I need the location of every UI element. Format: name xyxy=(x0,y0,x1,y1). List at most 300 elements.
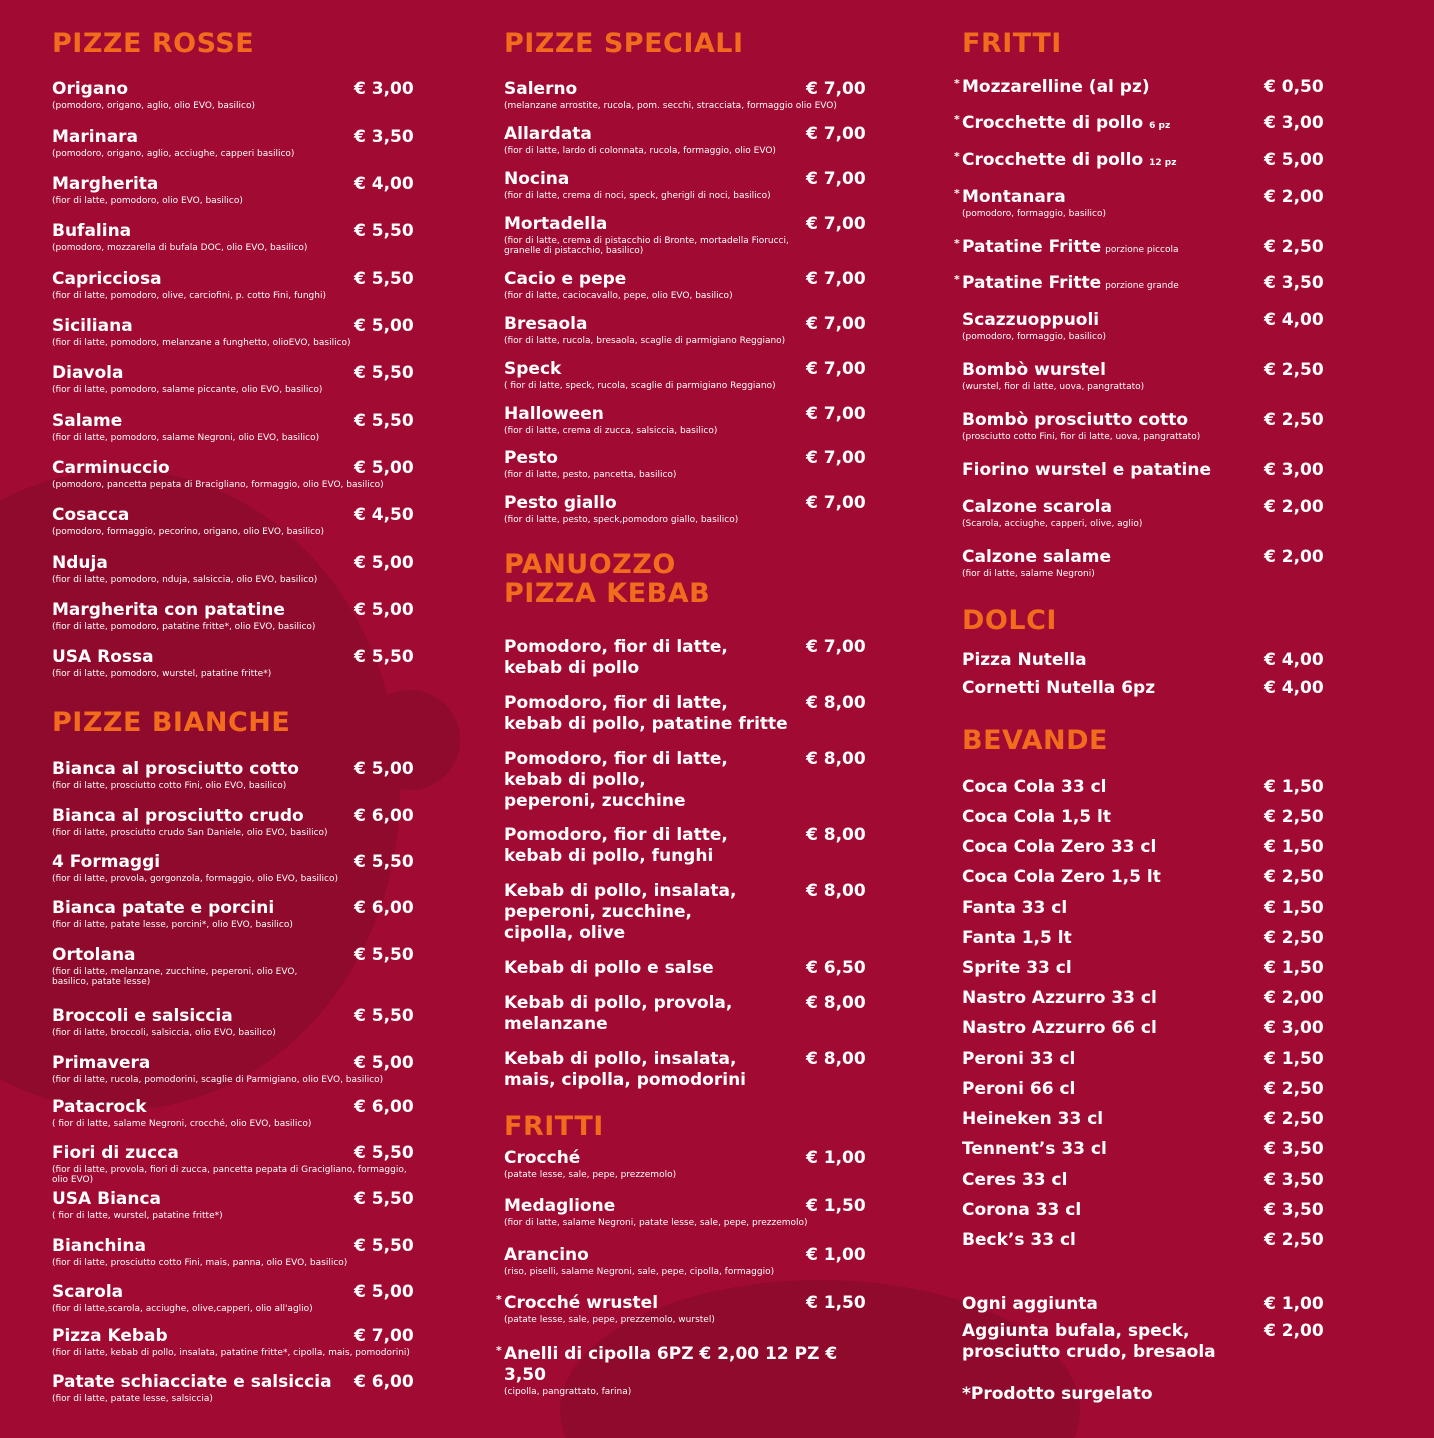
menu-item xyxy=(504,693,884,735)
item-description: (patate lesse, sale, pepe, prezzemolo, wurstel) xyxy=(504,1315,715,1325)
item-name: Pesto giallo xyxy=(504,493,617,513)
item-name: Broccoli e salsiccia xyxy=(52,1006,233,1026)
item-price: € 7,00 xyxy=(806,637,866,657)
menu-item xyxy=(954,150,1342,174)
section-title-pizze-speciali: PIZZE SPECIALI xyxy=(504,28,744,59)
item-description: ( fior di latte, salame Negroni, crocché, olio EVO, basilico) xyxy=(52,1119,312,1129)
item-name: Pomodoro, fior di latte, kebab di pollo, patatine fritte xyxy=(504,693,788,734)
menu-item xyxy=(962,928,1342,949)
menu-item xyxy=(962,867,1342,888)
menu-item xyxy=(52,898,422,930)
item-price: € 2,00 xyxy=(1264,1321,1324,1341)
item-name: Capricciosa xyxy=(52,269,162,289)
item-price: € 1,50 xyxy=(1264,898,1324,918)
item-price: € 4,50 xyxy=(354,505,414,525)
item-name: * Crocchette di pollo 12 pz xyxy=(962,150,1342,174)
item-description: (fior di latte, prosciutto cotto Fini, mais, panna, olio EVO, basilico) xyxy=(52,1258,348,1268)
item-name: Diavola xyxy=(52,363,124,383)
item-name: Coca Cola 33 cl xyxy=(962,777,1107,797)
item-price: € 1,50 xyxy=(1264,958,1324,978)
menu-item xyxy=(52,647,422,679)
item-description: (fior di latte, pesto, speck,pomodoro giallo, basilico) xyxy=(504,515,739,525)
item-name: USA Rossa xyxy=(52,647,154,667)
item-name: Bianchina xyxy=(52,1236,146,1256)
item-description: (fior di latte, prosciutto cotto Fini, olio EVO, basilico) xyxy=(52,781,287,791)
item-size: 6 pz xyxy=(1149,121,1171,131)
item-price: € 1,50 xyxy=(806,1196,866,1216)
frozen-marker: * xyxy=(954,77,960,90)
item-price: € 4,00 xyxy=(1264,678,1324,698)
menu-item xyxy=(962,410,1342,442)
item-description: (fior di latte, melanzane, zucchine, peperoni, olio EVO, basilico, patate lesse) xyxy=(52,967,298,987)
menu-item xyxy=(962,547,1342,579)
section-title-pizze-rosse: PIZZE ROSSE xyxy=(52,28,255,59)
item-description: (fior di latte, rucola, pomodorini, scaglie di Parmigiano, olio EVO, basilico) xyxy=(52,1075,384,1085)
item-name: Speck xyxy=(504,359,562,379)
item-description: (pomodoro, formaggio, pecorino, origano, olio EVO, basilico) xyxy=(52,527,325,537)
item-name: Margherita con patatine xyxy=(52,600,285,620)
item-name: Pomodoro, fior di latte, kebab di pollo, funghi xyxy=(504,825,728,866)
menu-item xyxy=(504,448,884,480)
item-price: € 2,50 xyxy=(1264,807,1324,827)
menu-item xyxy=(52,945,422,987)
menu-item xyxy=(504,1049,884,1091)
item-name: * Mozzarelline (al pz) xyxy=(962,77,1342,98)
menu-item xyxy=(962,958,1342,979)
item-description: (fior di latte, patate lesse, salsiccia) xyxy=(52,1394,213,1404)
item-price: € 1,00 xyxy=(1264,1294,1324,1314)
item-price: € 1,50 xyxy=(1264,837,1324,857)
item-price: € 1,50 xyxy=(806,1293,866,1313)
menu-item xyxy=(504,1245,884,1277)
menu-item xyxy=(52,1053,422,1085)
menu-item xyxy=(52,759,422,791)
menu-item xyxy=(962,360,1342,392)
item-description: (pomodoro, mozzarella di bufala DOC, olio EVO, basilico) xyxy=(52,243,308,253)
item-name: Sprite 33 cl xyxy=(962,958,1072,978)
section-title-fritti: FRITTI xyxy=(962,28,1062,59)
item-name: * Montanara xyxy=(962,187,1342,208)
item-name: Coca Cola Zero 1,5 lt xyxy=(962,867,1161,887)
item-price: € 3,50 xyxy=(1264,1200,1324,1220)
menu-item xyxy=(504,881,884,944)
item-name: Siciliana xyxy=(52,316,133,336)
item-name: Kebab di pollo, provola, melanzane xyxy=(504,993,733,1034)
menu-item xyxy=(52,79,422,111)
item-name: Fanta 1,5 lt xyxy=(962,928,1072,948)
menu-item xyxy=(962,1200,1342,1221)
item-description: (fior di latte, prosciutto crudo San Daniele, olio EVO, basilico) xyxy=(52,828,328,838)
item-price: € 2,50 xyxy=(1264,928,1324,948)
item-name: Scarola xyxy=(52,1282,124,1302)
item-price: € 7,00 xyxy=(806,214,866,234)
item-name: Allardata xyxy=(504,124,592,144)
item-name: Bresaola xyxy=(504,314,588,334)
item-name: Nduja xyxy=(52,553,108,573)
item-price: € 5,50 xyxy=(354,945,414,965)
item-description: (fior di latte, lardo di colonnata, rucola, formaggio, olio EVO) xyxy=(504,146,776,156)
menu-item xyxy=(504,314,884,346)
menu-item xyxy=(504,958,884,979)
item-name: Salerno xyxy=(504,79,578,99)
frozen-note: *Prodotto surgelato xyxy=(962,1384,1153,1404)
item-portion: porzione piccola xyxy=(1105,245,1179,255)
menu-item xyxy=(504,749,884,812)
menu-item xyxy=(52,363,422,395)
item-name: Nastro Azzurro 66 cl xyxy=(962,1018,1157,1038)
menu-item xyxy=(962,1018,1342,1039)
item-price: € 5,00 xyxy=(354,1053,414,1073)
item-description: (fior di latte, kebab di pollo, insalata, patatine fritte*, cipolla, mais, pomodorini) xyxy=(52,1348,410,1358)
menu-item xyxy=(52,1282,422,1314)
menu-item xyxy=(52,1143,422,1185)
item-name: Beck’s 33 cl xyxy=(962,1230,1076,1250)
item-name: Origano xyxy=(52,79,129,99)
item-price: € 5,00 xyxy=(354,553,414,573)
item-name: Medaglione xyxy=(504,1196,616,1216)
menu-item xyxy=(962,807,1342,828)
menu-item xyxy=(504,1196,884,1228)
item-description: (fior di latte, pomodoro, patatine fritte*, olio EVO, basilico) xyxy=(52,622,316,632)
menu-item xyxy=(52,1372,422,1404)
menu-item xyxy=(962,1170,1342,1191)
item-price: € 1,50 xyxy=(1264,777,1324,797)
menu-item xyxy=(504,214,884,256)
item-price: € 5,50 xyxy=(354,221,414,241)
menu-item xyxy=(504,79,884,111)
item-name: Cacio e pepe xyxy=(504,269,627,289)
item-name: Ceres 33 cl xyxy=(962,1170,1068,1190)
item-price: € 5,50 xyxy=(354,363,414,383)
menu-item xyxy=(962,898,1342,919)
item-description: (riso, piselli, salame Negroni, sale, pepe, cipolla, formaggio) xyxy=(504,1267,775,1277)
item-description: (pomodoro, formaggio, basilico) xyxy=(962,332,1106,342)
item-price: € 3,50 xyxy=(1264,1170,1324,1190)
item-price: € 5,50 xyxy=(354,269,414,289)
item-name: Fiori di zucca xyxy=(52,1143,179,1163)
item-name: Kebab di pollo e salse xyxy=(504,958,714,978)
item-description: (fior di latte, rucola, bresaola, scaglie di parmigiano Reggiano) xyxy=(504,336,786,346)
item-price: € 4,00 xyxy=(1264,650,1324,670)
item-price: € 0,50 xyxy=(1264,77,1324,97)
item-description: (fior di latte, pomodoro, melanzane a funghetto, olioEVO, basilico) xyxy=(52,338,351,348)
item-name: Fiorino wurstel e patatine xyxy=(962,460,1212,480)
item-description: (fior di latte, pomodoro, salame piccante, olio EVO, basilico) xyxy=(52,385,323,395)
section-title-bevande: BEVANDE xyxy=(962,725,1108,756)
menu-item xyxy=(954,113,1342,137)
item-price: € 1,50 xyxy=(1264,1049,1324,1069)
item-description: (fior di latte, provola, gorgonzola, formaggio, olio EVO, basilico) xyxy=(52,874,339,884)
menu-item xyxy=(504,1148,884,1180)
item-price: € 5,50 xyxy=(354,1189,414,1209)
item-description: (fior di latte,scarola, acciughe, olive,capperi, olio all'aglio) xyxy=(52,1304,313,1314)
item-name: Patate schiacciate e salsiccia xyxy=(52,1372,332,1392)
item-price: € 4,00 xyxy=(1264,310,1324,330)
item-price: € 6,50 xyxy=(806,958,866,978)
item-name: Cosacca xyxy=(52,505,130,525)
item-price: € 7,00 xyxy=(806,124,866,144)
menu-item xyxy=(52,221,422,253)
item-price: € 2,50 xyxy=(1264,1109,1324,1129)
item-price: € 3,50 xyxy=(354,127,414,147)
item-price: € 5,50 xyxy=(354,852,414,872)
menu-item xyxy=(962,988,1342,1009)
item-price: € 5,00 xyxy=(354,1282,414,1302)
item-description: (fior di latte, pomodoro, wurstel, patatine fritte*) xyxy=(52,669,272,679)
menu-item xyxy=(52,1326,422,1358)
menu-item xyxy=(52,174,422,206)
menu-item xyxy=(962,1109,1342,1130)
frozen-marker: * xyxy=(954,273,960,286)
menu-item xyxy=(52,269,422,301)
item-name: Carminuccio xyxy=(52,458,170,478)
item-price: € 3,50 xyxy=(1264,273,1324,293)
item-description: (prosciutto cotto Fini, fior di latte, uova, pangrattato) xyxy=(962,432,1201,442)
item-price: € 3,00 xyxy=(1264,113,1324,133)
item-price: € 5,00 xyxy=(1264,150,1324,170)
item-name: Heineken 33 cl xyxy=(962,1109,1104,1129)
item-price: € 2,50 xyxy=(1264,237,1324,257)
item-name: Cornetti Nutella 6pz xyxy=(962,678,1156,698)
menu-item xyxy=(954,77,1342,98)
item-name: Bianca al prosciutto crudo xyxy=(52,806,304,826)
menu-item xyxy=(504,269,884,301)
menu-item xyxy=(962,1230,1342,1251)
item-price: € 5,50 xyxy=(354,1143,414,1163)
item-price: € 2,50 xyxy=(1264,360,1324,380)
item-name: Scazzuoppuoli xyxy=(962,310,1100,330)
item-price: € 7,00 xyxy=(806,79,866,99)
item-description: (fior di latte, pomodoro, nduja, salsiccia, olio EVO, basilico) xyxy=(52,575,318,585)
item-description: (fior di latte, salame Negroni, patate lesse, sale, pepe, prezzemolo) xyxy=(504,1218,808,1228)
item-name: Nocina xyxy=(504,169,570,189)
item-price: € 5,00 xyxy=(354,316,414,336)
item-name: Arancino xyxy=(504,1245,589,1265)
item-description: (fior di latte, pomodoro, olio EVO, basilico) xyxy=(52,196,243,206)
item-name: 4 Formaggi xyxy=(52,852,161,872)
section-title-dolci: DOLCI xyxy=(962,605,1057,636)
item-price: € 2,00 xyxy=(1264,547,1324,567)
item-price: € 7,00 xyxy=(806,169,866,189)
menu-item xyxy=(962,1049,1342,1070)
menu-item xyxy=(504,825,884,867)
item-price: € 7,00 xyxy=(806,314,866,334)
item-name: Fanta 33 cl xyxy=(962,898,1068,918)
item-description: (pomodoro, formaggio, basilico) xyxy=(962,209,1106,219)
item-price: € 5,50 xyxy=(354,1006,414,1026)
item-price: € 2,50 xyxy=(1264,410,1324,430)
item-name: Bianca al prosciutto cotto xyxy=(52,759,299,779)
item-name: Pesto xyxy=(504,448,558,468)
item-name: Kebab di pollo, insalata, peperoni, zucchine, cipolla, olive xyxy=(504,881,737,943)
item-name: Peroni 33 cl xyxy=(962,1049,1076,1069)
item-name: * Patatine Fritte porzione grande xyxy=(962,273,1342,297)
item-name: Pomodoro, fior di latte, kebab di pollo, peperoni, zucchine xyxy=(504,749,728,811)
item-name: Peroni 66 cl xyxy=(962,1079,1076,1099)
item-price: € 5,50 xyxy=(354,647,414,667)
item-price: € 6,00 xyxy=(354,806,414,826)
item-name: Kebab di pollo, insalata, mais, cipolla, pomodorini xyxy=(504,1049,746,1090)
item-description: (fior di latte, pesto, pancetta, basilico) xyxy=(504,470,677,480)
item-price: € 6,00 xyxy=(354,898,414,918)
item-price: € 5,00 xyxy=(354,458,414,478)
item-portion: porzione grande xyxy=(1105,281,1179,291)
item-name: Patacrock xyxy=(52,1097,147,1117)
item-price: € 7,00 xyxy=(354,1326,414,1346)
item-description: ( fior di latte, wurstel, patatine fritte*) xyxy=(52,1211,223,1221)
item-name: USA Bianca xyxy=(52,1189,162,1209)
item-price: € 3,50 xyxy=(1264,1139,1324,1159)
menu-item xyxy=(52,458,422,490)
menu-item xyxy=(504,637,884,679)
menu-item xyxy=(504,169,884,201)
item-name: Mortadella xyxy=(504,214,608,234)
item-name: * Crocchette di pollo 6 pz xyxy=(962,113,1342,137)
frozen-marker: * xyxy=(954,113,960,126)
menu-item xyxy=(962,837,1342,858)
item-price: € 8,00 xyxy=(806,881,866,901)
item-description: (melanzane arrostite, rucola, pom. secchi, stracciata, formaggio olio EVO) xyxy=(504,101,837,111)
item-description: ( fior di latte, speck, rucola, scaglie di parmigiano Reggiano) xyxy=(504,381,776,391)
item-description: (wurstel, fior di latte, uova, pangrattato) xyxy=(962,382,1145,392)
frozen-marker: * xyxy=(954,187,960,200)
item-price: € 8,00 xyxy=(806,825,866,845)
frozen-marker: * xyxy=(954,237,960,250)
item-description: (fior di latte, broccoli, salsiccia, olio EVO, basilico) xyxy=(52,1028,276,1038)
menu-item xyxy=(962,460,1342,481)
item-price: € 2,00 xyxy=(1264,497,1324,517)
menu-item xyxy=(504,124,884,156)
item-price: € 2,00 xyxy=(1264,988,1324,1008)
menu-item xyxy=(962,650,1342,671)
item-description: (fior di latte, pomodoro, olive, carciofini, p. cotto Fini, funghi) xyxy=(52,291,326,301)
menu-item xyxy=(954,237,1342,261)
item-name: Bombò wurstel xyxy=(962,360,1106,380)
menu-item xyxy=(52,1236,422,1268)
item-price: € 2,50 xyxy=(1264,1230,1324,1250)
menu-item xyxy=(954,273,1342,297)
item-price: € 6,00 xyxy=(354,1097,414,1117)
menu-item xyxy=(52,852,422,884)
menu-item xyxy=(52,505,422,537)
menu-item xyxy=(496,1293,884,1325)
item-price: € 2,00 xyxy=(1264,187,1324,207)
menu-item xyxy=(962,1321,1342,1363)
item-description: (fior di latte, pomodoro, salame Negroni, olio EVO, basilico) xyxy=(52,433,320,443)
frozen-marker: * xyxy=(496,1293,502,1306)
item-name: Coca Cola 1,5 lt xyxy=(962,807,1111,827)
item-price: € 3,00 xyxy=(1264,460,1324,480)
item-description: (fior di latte, crema di pistacchio di Bronte, mortadella Fiorucci, granelle di pistacchio, basilico) xyxy=(504,236,789,256)
item-price: € 7,00 xyxy=(806,493,866,513)
item-name: Margherita xyxy=(52,174,159,194)
menu-item xyxy=(962,1079,1342,1100)
menu-item xyxy=(52,411,422,443)
item-description: (fior di latte, crema di zucca, salsiccia, basilico) xyxy=(504,426,718,436)
item-description: (pomodoro, origano, aglio, olio EVO, basilico) xyxy=(52,101,256,111)
menu-item xyxy=(962,310,1342,342)
item-name: Crocché xyxy=(504,1148,581,1168)
item-price: € 2,50 xyxy=(1264,867,1324,887)
section-title-fritti-2: FRITTI xyxy=(504,1111,604,1142)
item-name: Ogni aggiunta xyxy=(962,1294,1098,1314)
menu-item xyxy=(962,777,1342,798)
item-price: € 8,00 xyxy=(806,1049,866,1069)
item-description: (fior di latte, caciocavallo, pepe, olio EVO, basilico) xyxy=(504,291,733,301)
item-name: Halloween xyxy=(504,404,604,424)
menu-item xyxy=(504,359,884,391)
menu-item xyxy=(52,806,422,838)
item-size: 12 pz xyxy=(1149,158,1177,168)
item-name: Pizza Nutella xyxy=(962,650,1087,670)
item-price: € 5,00 xyxy=(354,759,414,779)
menu-item xyxy=(954,187,1342,219)
menu-item xyxy=(962,1139,1342,1160)
menu-item xyxy=(962,1294,1342,1315)
item-price: € 4,00 xyxy=(354,174,414,194)
menu-item xyxy=(52,127,422,159)
item-name: Bufalina xyxy=(52,221,132,241)
item-description: (fior di latte, crema di noci, speck, gherigli di noci, basilico) xyxy=(504,191,771,201)
item-price: € 5,50 xyxy=(354,1236,414,1256)
frozen-marker: * xyxy=(954,150,960,163)
item-price: € 3,00 xyxy=(354,79,414,99)
item-name: Tennent’s 33 cl xyxy=(962,1139,1107,1159)
item-name: Pizza Kebab xyxy=(52,1326,168,1346)
section-title-pizze-bianche: PIZZE BIANCHE xyxy=(52,707,291,738)
item-price: € 5,00 xyxy=(354,600,414,620)
item-name: * Patatine Fritte porzione piccola xyxy=(962,237,1342,261)
item-name: Aggiunta bufala, speck, prosciutto crudo, bresaola xyxy=(962,1321,1216,1362)
item-price: € 7,00 xyxy=(806,448,866,468)
menu-item xyxy=(496,1344,884,1397)
item-name: * Crocché wrustel xyxy=(504,1293,884,1314)
menu-item xyxy=(52,1097,422,1129)
item-description: (pomodoro, origano, aglio, acciughe, capperi basilico) xyxy=(52,149,295,159)
item-name: Ortolana xyxy=(52,945,136,965)
menu-item xyxy=(504,404,884,436)
menu-item xyxy=(52,316,422,348)
menu-item xyxy=(52,600,422,632)
item-description: (patate lesse, sale, pepe, prezzemolo) xyxy=(504,1170,677,1180)
item-price: € 7,00 xyxy=(806,359,866,379)
item-description: (pomodoro, pancetta pepata di Bracigliano, formaggio, olio EVO, basilico) xyxy=(52,480,384,490)
item-description: (fior di latte, patate lesse, porcini*, olio EVO, basilico) xyxy=(52,920,293,930)
item-price: € 6,00 xyxy=(354,1372,414,1392)
item-price: € 7,00 xyxy=(806,404,866,424)
frozen-marker: * xyxy=(496,1344,502,1357)
item-price: € 2,50 xyxy=(1264,1079,1324,1099)
item-price: € 5,50 xyxy=(354,411,414,431)
item-price: € 1,00 xyxy=(806,1148,866,1168)
item-description: (Scarola, acciughe, capperi, olive, aglio) xyxy=(962,519,1143,529)
item-price: € 1,00 xyxy=(806,1245,866,1265)
item-name: Corona 33 cl xyxy=(962,1200,1082,1220)
item-description: (cipolla, pangrattato, farina) xyxy=(504,1387,632,1397)
item-name: Bombò prosciutto cotto xyxy=(962,410,1189,430)
item-name: Salame xyxy=(52,411,123,431)
item-price: € 8,00 xyxy=(806,749,866,769)
item-name: Pomodoro, fior di latte, kebab di pollo xyxy=(504,637,728,678)
item-price: € 7,00 xyxy=(806,269,866,289)
menu-item xyxy=(52,553,422,585)
item-price: € 3,00 xyxy=(1264,1018,1324,1038)
item-name: * Anelli di cipolla 6PZ € 2,00 12 PZ € 3,50 xyxy=(504,1344,884,1386)
item-name: Calzone scarola xyxy=(962,497,1112,517)
item-price: € 8,00 xyxy=(806,993,866,1013)
item-name: Marinara xyxy=(52,127,139,147)
item-name: Primavera xyxy=(52,1053,151,1073)
